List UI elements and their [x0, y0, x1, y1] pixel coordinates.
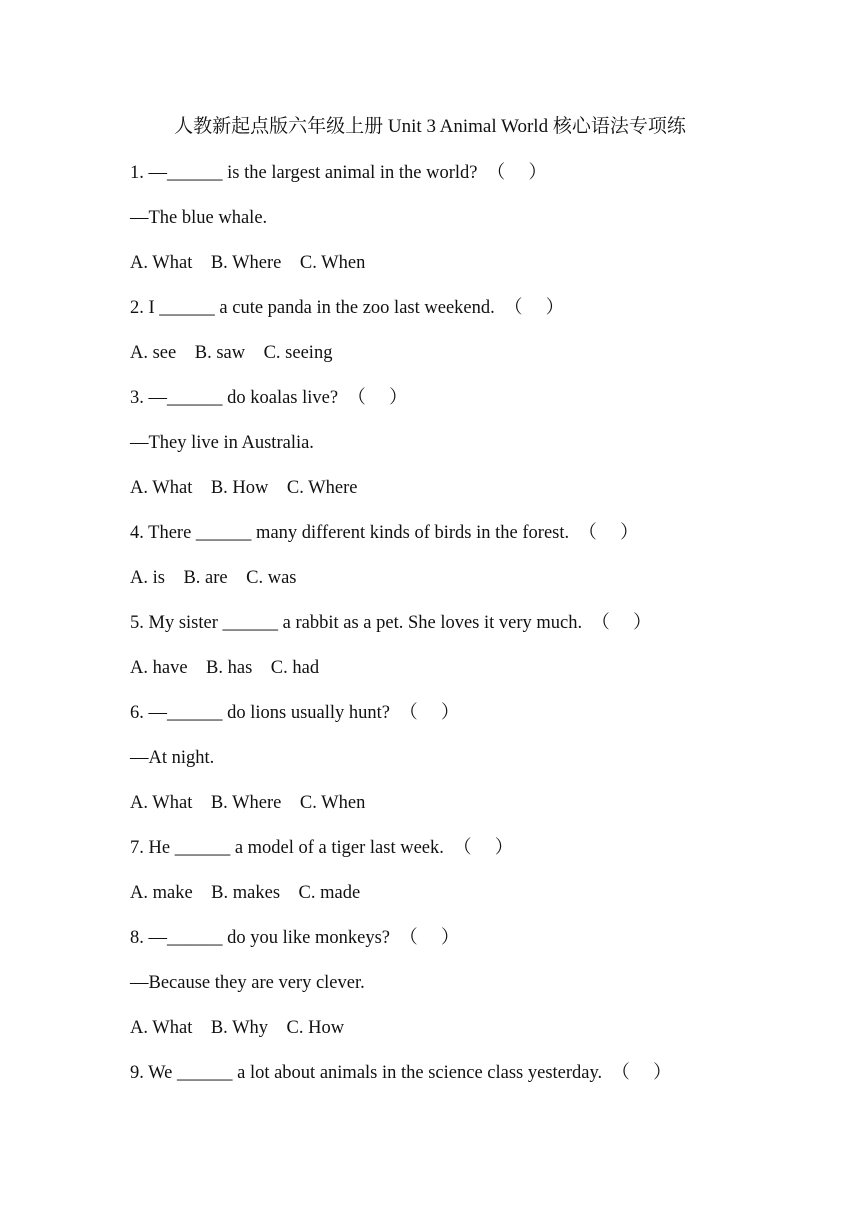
document-title: 人教新起点版六年级上册 Unit 3 Animal World 核心语法专项练	[174, 116, 686, 137]
options-7: A. make B. makes C. made	[130, 883, 361, 903]
options-2: A. see B. saw C. seeing	[130, 343, 333, 363]
options-5: A. have B. has C. had	[130, 658, 320, 678]
question-5: 5. My sister ______ a rabbit as a pet. She loves it very much. （ ）	[130, 613, 652, 633]
answer-line-8: —Because they are very clever.	[130, 973, 365, 993]
question-7: 7. He ______ a model of a tiger last week. （ ）	[130, 838, 514, 858]
question-4: 4. There ______ many different kinds of birds in the forest. （ ）	[130, 523, 639, 543]
exercise-list	[130, 160, 830, 1105]
options-4: A. is B. are C. was	[130, 568, 297, 588]
question-6: 6. —______ do lions usually hunt? （ ）	[130, 703, 460, 723]
answer-line-1: —The blue whale.	[130, 208, 268, 228]
answer-line-3: —They live in Australia.	[130, 433, 314, 453]
question-2: 2. I ______ a cute panda in the zoo last weekend. （ ）	[130, 298, 565, 318]
question-8: 8. —______ do you like monkeys? （ ）	[130, 928, 460, 948]
options-1: A. What B. Where C. When	[130, 253, 366, 273]
options-6: A. What B. Where C. When	[130, 793, 366, 813]
answer-line-6: —At night.	[130, 748, 215, 768]
options-3: A. What B. How C. Where	[130, 478, 358, 498]
question-9: 9. We ______ a lot about animals in the science class yesterday. （ ）	[130, 1063, 672, 1083]
question-3: 3. —______ do koalas live? （ ）	[130, 388, 408, 408]
question-1: 1. —______ is the largest animal in the world? （ ）	[130, 163, 547, 183]
options-8: A. What B. Why C. How	[130, 1018, 345, 1038]
